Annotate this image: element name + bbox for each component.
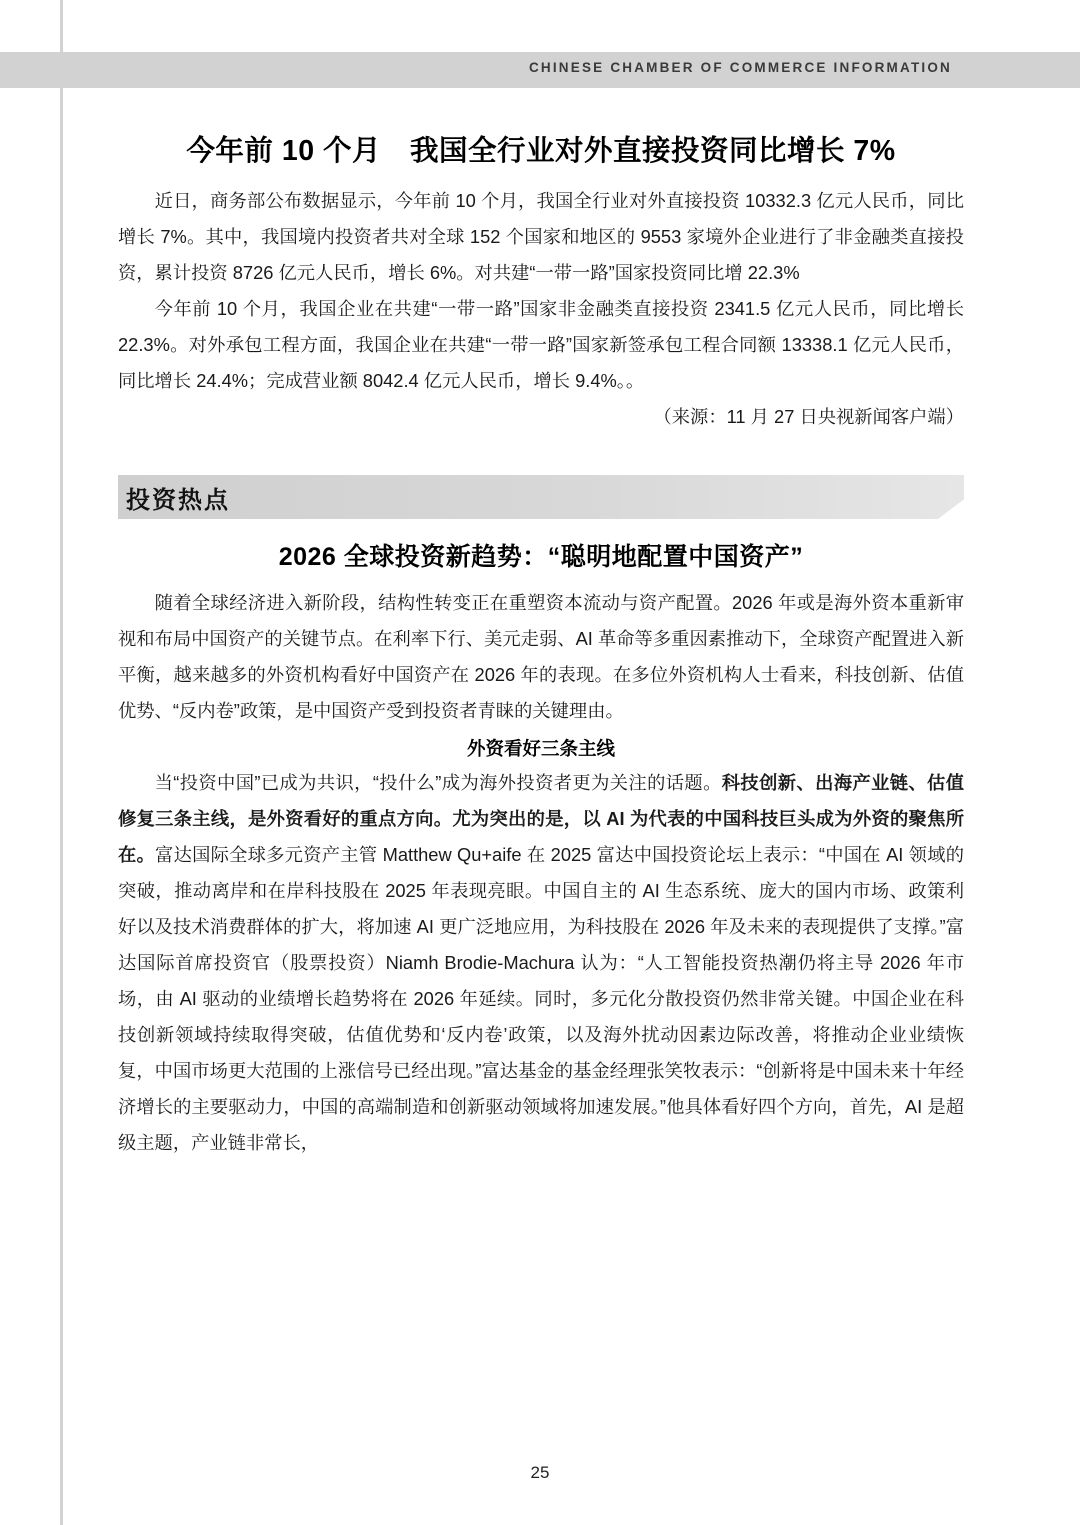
article2-paragraph-2-lead: 当“投资中国”已成为共识，“投什么”成为海外投资者更为关注的话题。 [154,772,722,793]
category-banner-shape [118,475,964,519]
article-title-2: 2026 全球投资新趋势：“聪明地配置中国资产” [278,543,804,571]
article1-paragraph-2 [118,291,964,399]
article-title-1: 今年前 10 个月 我国全行业对外直接投资同比增长 7% [186,135,896,167]
article1-source: （来源：11 月 27 日央视新闻客户端） [653,406,964,427]
article2-subtitle: 外资看好三条主线 [466,738,615,759]
page-number: 25 [530,1463,550,1482]
category-label: 投资热点 [126,487,230,514]
article2-paragraph-2-rest: 富达国际全球多元资产主管 Matthew Qu+aife 在 2025 富达中国投资论坛上表示：“中国在 AI 领域的突破，推动离岸和在岸科技股在 2025 年表现亮眼。中国自主的 AI 生态系统、庞大的国内市场、政策利好以及技术消费群体的扩大，将加速 AI 更广泛地应用，为科技股在 2026 年及未来的表现提供了支撑。”富达国际首席投资官（股票投资）Niamh Brodie-Machura 认为：“人工智能投资热潮仍将主导 2026 年市场，由 AI 驱动的业绩增长趋势将在 2026 年延续。同时，多元化分散投资仍然非常关键。中国企业在科技创新领域持续取得突破，估值优势和‘反内卷’政策，以及海外扰动因素边际改善，将推动企业业绩恢复，中国市场更大范围的上涨信号已经出现。”富达基金的基金经理张笑牧表示：“创新将是中国未来十年经济增长的主要驱动力，中国的高端制造和创新驱动领域将加速发展。”他具体看好四个方向，首先，AI 是超级主题，产业链非常长， [118,844,965,1153]
running-head: CHINESE CHAMBER OF COMMERCE INFORMATION [528,60,952,75]
article1-paragraph-1: 近日，商务部公布数据显示，今年前 10 个月，我国全行业对外直接投资 10332.3 亿元人民币，同比增长 7%。其中，我国境内投资者共对全球 152 个国家和地区的 9553 家境外企业进行了非金融类直接投资，累计投资 8726 亿元人民币，增长 6%。对共建“一带一路”国家投资同比增 22.3% [118,190,964,283]
article2-paragraph-2 [118,765,964,1161]
article1-paragraph-2-text: 今年前 10 个月，我国企业在共建“一带一路”国家非金融类直接投资 2341.5 亿元人民币，同比增长 22.3%。对外承包工程方面，我国企业在共建“一带一路”国家新签承包工程合同额 13338.1 亿元人民币，同比增长 24.4%；完成营业额 8042.4 亿元人民币，增长 9.4%。。 [118,298,964,391]
page-content [118,128,964,1161]
article2-paragraph-1: 随着全球经济进入新阶段，结构性转变正在重塑资本流动与资产配置。2026 年或是海外资本重新审视和布局中国资产的关键节点。在利率下行、美元走弱、AI 革命等多重因素推动下，全球资产配置进入新平衡，越来越多的外资机构看好中国资产在 2026 年的表现。在多位外资机构人士看来，科技创新、估值优势、“反内卷”政策，是中国资产受到投资者青睐的关键理由。 [118,592,964,721]
category-banner [118,475,964,519]
left-margin-rule [60,0,63,1525]
article2-paragraph-2-emphasis: 科技创新、出海产业链、估值修复三条主线，是外资看好的重点方向。尤为突出的是，以 AI 为代表的中国科技巨头成为外资的聚焦所在。 [118,772,965,865]
